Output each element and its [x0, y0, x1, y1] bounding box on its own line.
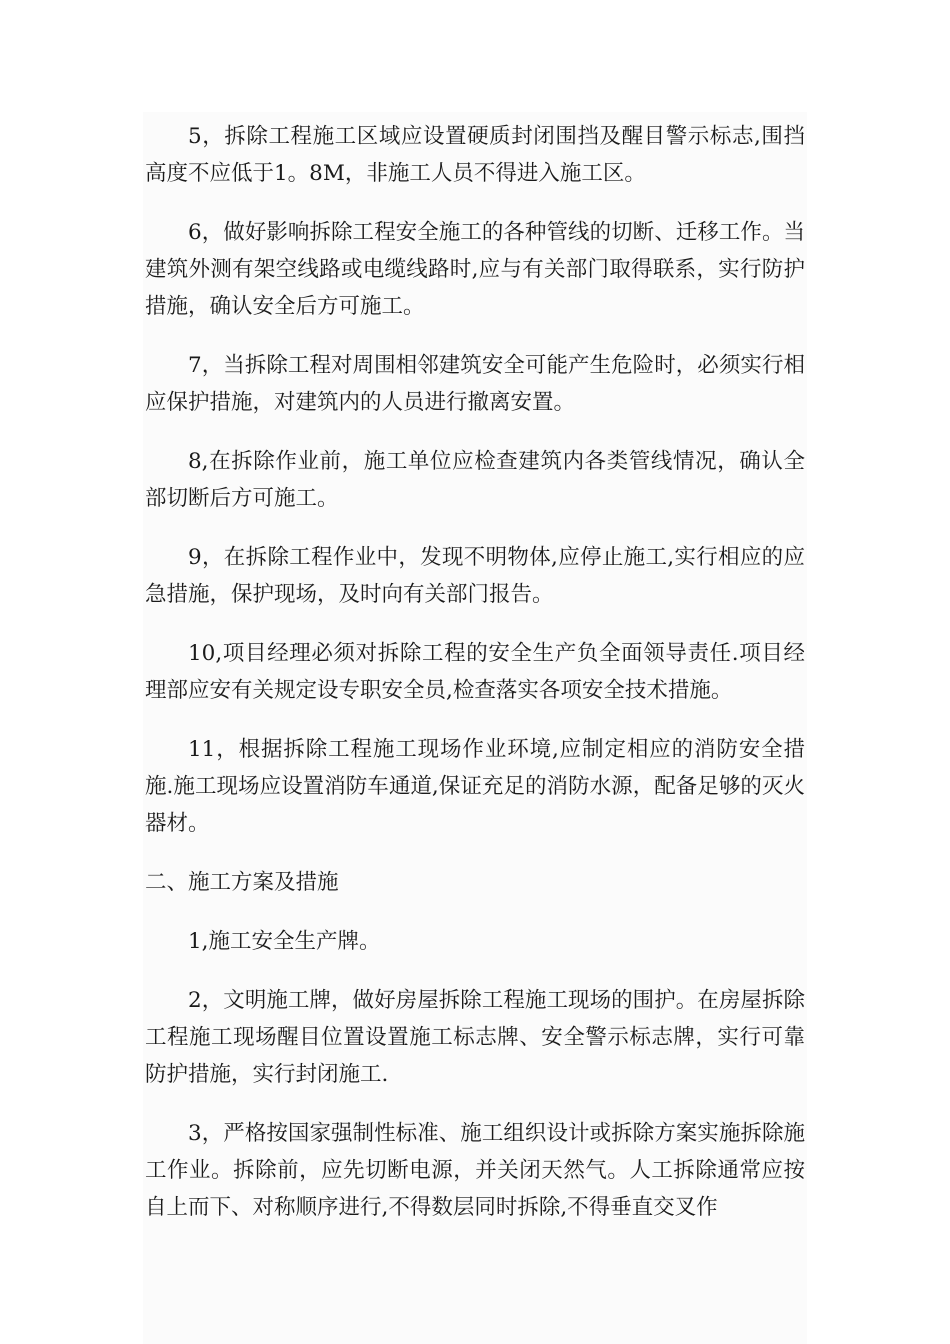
paragraph-item-6: 6，做好影响拆除工程安全施工的各种管线的切断、迁移工作。当建筑外测有架空线路或电缆线路时,应与有关部门取得联系，实行防护措施，确认安全后方可施工。	[145, 220, 805, 319]
paragraph-item-7: 7，当拆除工程对周围相邻建筑安全可能产生危险时，必须实行相应保护措施，对建筑内的人员进行撤离安置。	[145, 353, 805, 415]
paragraph-item-5: 5，拆除工程施工区域应设置硬质封闭围挡及醒目警示标志,围挡高度不应低于1。8M，非施工人员不得进入施工区。	[145, 124, 805, 186]
paragraph-item-8: 8,在拆除作业前，施工单位应检查建筑内各类管线情况，确认全部切断后方可施工。	[145, 449, 805, 511]
paragraph-item-11: 11，根据拆除工程施工现场作业环境,应制定相应的消防安全措施.施工现场应设置消防车通道,保证充足的消防水源，配备足够的灭火器材。	[145, 737, 805, 836]
paragraph-item-10: 10,项目经理必须对拆除工程的安全生产负全面领导责任.项目经理部应安有关规定设专职安全员,检查落实各项安全技术措施。	[145, 641, 805, 703]
paragraph-item-9: 9，在拆除工程作业中，发现不明物体,应停止施工,实行相应的应急措施，保护现场，及时向有关部门报告。	[145, 545, 805, 607]
paragraph-item-2: 2，文明施工牌，做好房屋拆除工程施工现场的围护。在房屋拆除工程施工现场醒目位置设置施工标志牌、安全警示标志牌，实行可靠防护措施，实行封闭施工.	[145, 988, 805, 1087]
paragraph-item-1: 1,施工安全生产牌。	[188, 929, 381, 954]
section-heading: 二、施工方案及措施	[145, 870, 339, 895]
paragraph-item-3: 3，严格按国家强制性标准、施工组织设计或拆除方案实施拆除施工作业。拆除前，应先切断电源，并关闭天然气。人工拆除通常应按自上而下、对称顺序进行,不得数层同时拆除,不得垂直交叉作	[145, 1121, 805, 1220]
document-body	[145, 118, 805, 1248]
